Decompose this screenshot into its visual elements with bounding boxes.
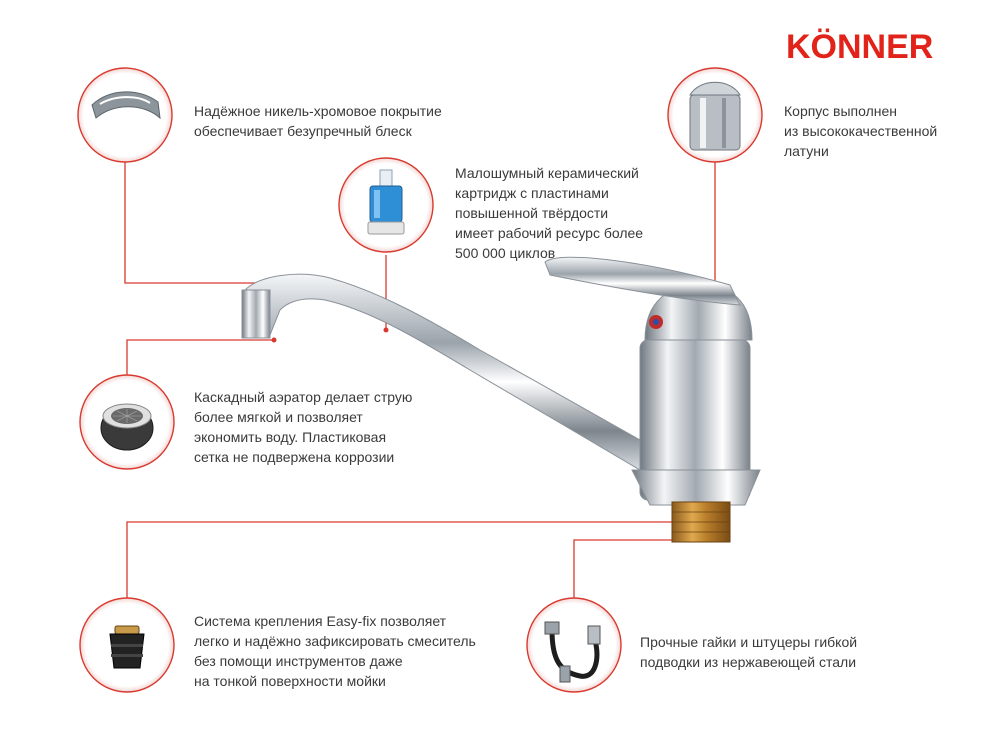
callout-line: сетка не подвержена коррозии	[194, 449, 395, 465]
brass-body-icon	[690, 82, 740, 150]
callout-line: 500 000 циклов	[455, 245, 556, 261]
konner-logo	[780, 14, 990, 74]
callout-line: без помощи инструментов даже	[194, 653, 403, 669]
callout-line: Система крепления Easy-fix позволяет	[194, 613, 447, 629]
hoses-circle	[527, 598, 621, 692]
callout-body	[784, 101, 937, 161]
callout-line: более мягкой и позволяет	[194, 409, 363, 425]
callout-cartridge	[455, 163, 643, 263]
logo-text: KÖNNER	[786, 28, 934, 66]
callout-line: из высококачественной	[784, 123, 938, 139]
callout-hoses	[640, 632, 857, 672]
aerator-icon	[101, 404, 153, 450]
easy-fix-mount-icon	[110, 626, 144, 668]
callout-line: повышенной твёрдости	[455, 205, 609, 221]
callout-line: Каскадный аэратор делает струю	[194, 389, 413, 405]
callout-line: картридж с пластинами	[455, 185, 609, 201]
callout-line: имеет рабочий ресурс более	[455, 225, 644, 241]
callout-line: Надёжное никель-хромовое покрытие	[194, 103, 442, 119]
callout-coating	[194, 101, 442, 141]
callout-line: латуни	[784, 143, 829, 159]
callout-aerator	[194, 387, 412, 467]
callout-line: на тонкой поверхности мойки	[194, 673, 386, 689]
callout-easyfix	[194, 611, 476, 691]
callout-line: экономить воду. Пластиковая	[194, 429, 387, 445]
callout-line: легко и надёжно зафиксировать смеситель	[194, 633, 476, 649]
callout-line: Корпус выполнен	[784, 103, 898, 119]
callout-line: Прочные гайки и штуцеры гибкой	[640, 634, 858, 650]
callout-line: обеспечивает безупречный блеск	[194, 123, 412, 139]
callout-line: Малошумный керамический	[455, 165, 639, 181]
callout-line: подводки из нержавеющей стали	[640, 654, 857, 670]
